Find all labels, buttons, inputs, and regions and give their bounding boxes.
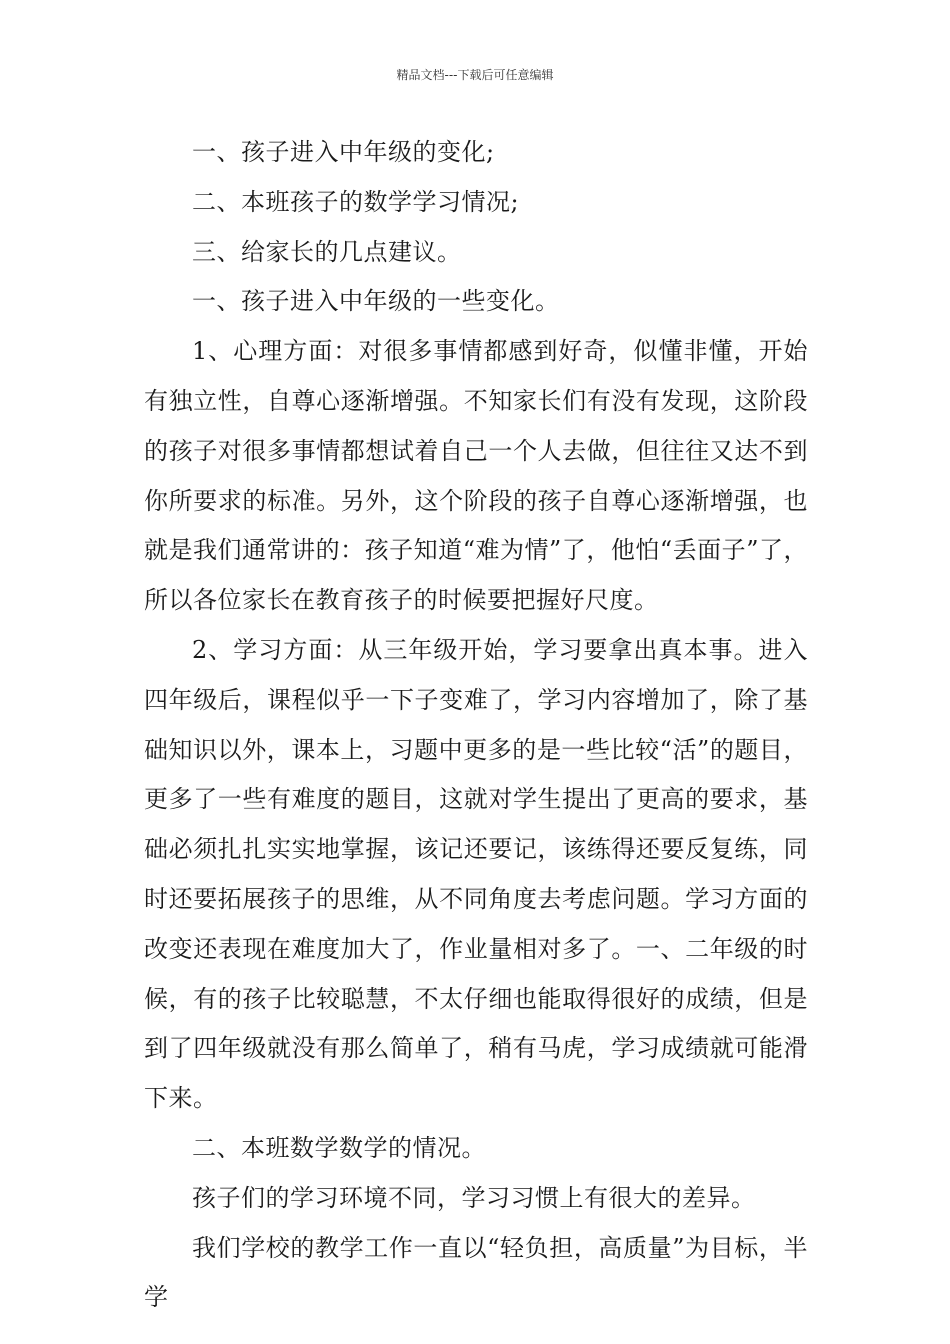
- section-heading-1: 一、孩子进入中年级的一些变化。: [192, 287, 560, 316]
- section-heading-2: 二、本班数学数学的情况。: [192, 1133, 486, 1162]
- paragraph-psychology: 1、心理方面：对很多事情都感到好奇，似懂非懂，开始有独立性，自尊心逐渐增强。不知家长们有没有发现，这阶段的孩子对很多事情都想试着自己一个人去做，但往往又达不到你所要求的标准。另外，这个阶段的孩子自尊心逐渐增强，也就是我们通常讲的：孩子知道“难为情”了，他怕“丢面子”了，所以各位家长在教育孩子的时候要把握好尺度。: [144, 337, 808, 615]
- paragraph-learning: 2、学习方面：从三年级开始，学习要拿出真本事。进入四年级后，课程似乎一下子变难了，学习内容增加了，除了基础知识以外，课本上，习题中更多的是一些比较“活”的题目，更多了一些有难度的题目，这就对学生提出了更高的要求，基础必须扎扎实实地掌握，该记还要记，该练得还要反复练，同时还要拓展孩子的思维，从不同角度去考虑问题。学习方面的改变还表现在难度加大了，作业量相对多了。一、二年级的时候，有的孩子比较聪慧，不太仔细也能取得很好的成绩，但是到了四年级就没有那么简单了，稍有马虎，学习成绩就可能滑下来。: [144, 635, 808, 1113]
- paragraph-outline-3: 三、给家长的几点建议。: [192, 237, 462, 266]
- paragraph-school-goal: 我们学校的教学工作一直以“轻负担，高质量”为目标，半学: [144, 1233, 808, 1312]
- paragraph-outline-2: 二、本班孩子的数学学习情况;: [192, 187, 520, 216]
- page-header: 精品文档---下载后可任意编辑: [396, 68, 554, 82]
- paragraph-outline-1: 一、孩子进入中年级的变化;: [192, 138, 495, 166]
- paragraph-environment: 孩子们的学习环境不同，学习习惯上有很大的差异。: [192, 1183, 756, 1212]
- document-body: [144, 128, 808, 1323]
